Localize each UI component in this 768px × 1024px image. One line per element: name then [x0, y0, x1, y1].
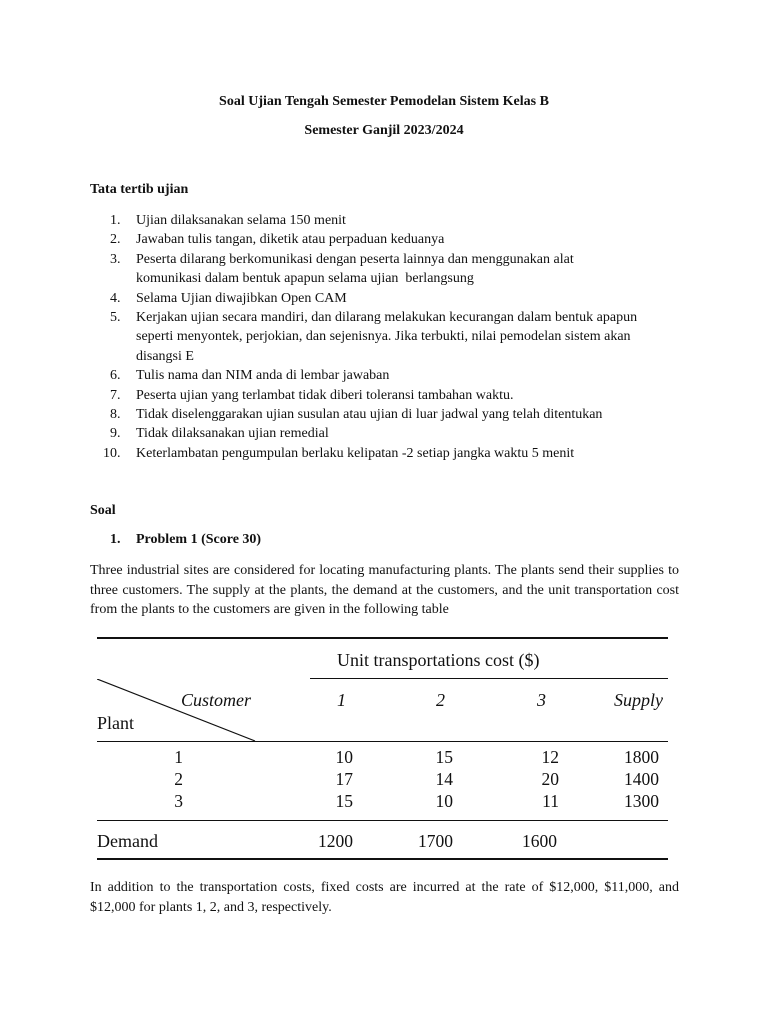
table-cell: 1400 [624, 769, 659, 789]
list-item [110, 366, 680, 385]
soal-heading: Soal [90, 503, 116, 518]
list-text: Selama Ujian diwajibkan Open CAM [136, 290, 347, 306]
table-cell: 20 [541, 769, 559, 789]
problem-title: Problem 1 (Score 30) [136, 532, 262, 547]
demand-rule [97, 820, 668, 821]
table-cell: 1800 [624, 747, 659, 767]
list-item [110, 405, 680, 424]
semester-subtitle: Semester Ganjil 2023/2024 [304, 123, 464, 138]
table-cell: 14 [435, 769, 453, 789]
list-text: Tidak dilaksanakan ujian remedial [136, 426, 329, 442]
plant-label-1: 1 [174, 747, 183, 767]
column-header-1: 1 [337, 690, 346, 710]
list-text: Keterlambatan pengumpulan berlaku kelipatan -2 setiap jangka waktu 5 menit [136, 445, 575, 461]
header-rule [97, 741, 668, 742]
rules-heading: Tata tertib ujian [90, 182, 189, 197]
list-number: 6. [110, 368, 121, 384]
supply-header: Supply [614, 690, 663, 710]
plant-label: Plant [97, 713, 135, 733]
list-number: 4. [110, 290, 121, 306]
list-text: seperti menyontek, perjokian, dan sejenisnya. Jika terbukti, nilai pemodelan sistem akan [136, 329, 631, 345]
list-number: 5. [110, 310, 121, 326]
table-caption: Unit transportations cost ($) [337, 650, 540, 670]
list-text: Tidak diselenggarakan ujian susulan atau ujian di luar jadwal yang telah ditentukan [136, 407, 603, 423]
table-cell: 10 [435, 791, 453, 811]
problem-number: 1. [110, 532, 121, 547]
list-item [110, 424, 680, 443]
list-item [110, 250, 680, 289]
problem-intro: Three industrial sites are considered for locating manufacturing plants. The plants send their supplies to three customers. The supply at the plants, the demand at the customers, and the unit transportation cost from the plants to the customers are given in the following table [90, 563, 679, 617]
table-cell: 1300 [624, 791, 659, 811]
table-cell: 11 [542, 791, 559, 811]
list-text: Jawaban tulis tangan, diketik atau perpaduan keduanya [136, 232, 445, 248]
fixed-cost-paragraph: In addition to the transportation costs, fixed costs are incurred at the rate of $12,000, $11,000, and $12,000 for plants 1, 2, and 3, respectively. [90, 880, 679, 915]
rules-list [103, 211, 680, 463]
column-header-2: 2 [436, 690, 445, 710]
table-cell: 15 [435, 747, 453, 767]
list-text: Tulis nama dan NIM anda di lembar jawaban [136, 368, 390, 384]
caption-underline [310, 678, 668, 679]
list-item [110, 230, 680, 249]
list-number: 9. [110, 426, 121, 442]
list-number: 3. [110, 251, 121, 267]
demand-cell: 1700 [418, 831, 453, 851]
customer-label: Customer [181, 690, 252, 710]
table-cell: 15 [335, 791, 353, 811]
table-cell: 17 [335, 769, 353, 789]
demand-cell: 1200 [318, 831, 353, 851]
list-text: Peserta dilarang berkomunikasi dengan peserta lainnya dan menggunakan alat [136, 251, 574, 267]
table-cell: 10 [335, 747, 353, 767]
demand-label: Demand [97, 831, 158, 851]
column-header-3: 3 [537, 690, 546, 710]
list-text: disangsi E [136, 348, 194, 364]
table-bottom-rule [97, 858, 668, 860]
demand-cell: 1600 [522, 831, 557, 851]
list-number: 2. [110, 232, 121, 248]
list-text: Peserta ujian yang terlambat tidak diberi toleransi tambahan waktu. [136, 387, 514, 403]
list-number: 1. [110, 213, 121, 228]
list-number: 7. [110, 387, 121, 403]
list-text: Ujian dilaksanakan selama 150 menit [136, 213, 346, 228]
plant-label-3: 3 [174, 791, 183, 811]
list-item [110, 289, 680, 308]
list-item [103, 444, 680, 463]
list-item [110, 386, 680, 405]
list-number: 8. [110, 407, 121, 423]
list-item [110, 308, 680, 366]
plant-label-2: 2 [174, 769, 183, 789]
list-text: Kerjakan ujian secara mandiri, dan dilarang melakukan kecurangan dalam bentuk apapun [136, 310, 638, 326]
list-number: 10. [103, 445, 121, 461]
list-text: komunikasi dalam bentuk apapun selama ujian berlangsung [136, 271, 474, 287]
document-title: Soal Ujian Tengah Semester Pemodelan Sistem Kelas B [219, 94, 549, 109]
table-cell: 12 [541, 747, 559, 767]
table-top-rule [97, 637, 668, 639]
list-item [110, 211, 680, 230]
